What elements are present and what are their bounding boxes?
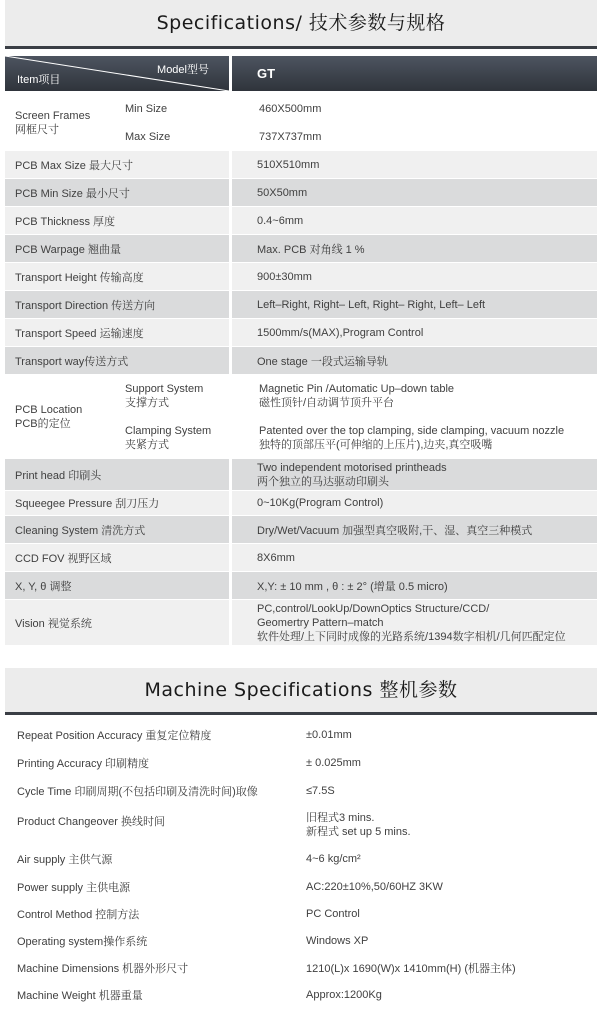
spec-value: 900±30mm bbox=[229, 263, 597, 290]
specifications-title: Specifications/ 技术参数与规格 bbox=[5, 0, 597, 49]
min-size-label: Min Size bbox=[125, 102, 168, 115]
spec-row bbox=[5, 516, 597, 544]
changeover-label: Product Changeover 换线时间 bbox=[17, 816, 165, 828]
spec-value: 510X510mm bbox=[229, 151, 597, 178]
machine-label: Operating system操作系统 bbox=[17, 936, 148, 948]
spec-value: 0~10Kg(Program Control) bbox=[229, 491, 597, 515]
machine-row bbox=[5, 982, 597, 1009]
pcb-location-label-en: PCB Location bbox=[15, 403, 83, 416]
pcb-location-values bbox=[231, 375, 597, 458]
pcb-location-label-cn: PCB的定位 bbox=[15, 417, 71, 430]
support-system-value bbox=[234, 375, 597, 416]
spec-label: X, Y, θ 调整 bbox=[15, 580, 72, 593]
spec-row bbox=[5, 291, 597, 319]
machine-value: ± 0.025mm bbox=[281, 749, 597, 776]
max-size-label: Max Size bbox=[117, 122, 231, 150]
screen-frames-label bbox=[5, 95, 115, 150]
spec-label: Transport Direction 传送方向 bbox=[15, 299, 156, 312]
spec-row bbox=[5, 544, 597, 572]
screen-frames-values bbox=[231, 95, 597, 150]
header-model-label: Model型号 bbox=[157, 64, 209, 76]
machine-value: ≤7.5S bbox=[281, 777, 597, 804]
print-head-label: Print head 印刷头 bbox=[15, 469, 102, 482]
machine-label: Cycle Time 印刷周期(不包括印刷及清洗时间)取像 bbox=[17, 785, 258, 798]
spec-value: 1500mm/s(MAX),Program Control bbox=[229, 319, 597, 346]
machine-label: Power supply 主供电源 bbox=[17, 881, 131, 894]
clamping-system-label bbox=[117, 416, 231, 458]
clamping-system-value bbox=[234, 416, 597, 458]
vision-value-line1: PC,control/LookUp/DownOptics Structure/CCD/ bbox=[257, 602, 490, 615]
machine-row bbox=[5, 901, 597, 928]
spec-label: PCB Thickness 厚度 bbox=[15, 215, 116, 228]
machine-row bbox=[5, 845, 597, 873]
machine-label: Machine Weight 机器重量 bbox=[17, 990, 143, 1002]
spec-value: Left–Right, Right– Left, Right– Right, Left– Left bbox=[229, 291, 597, 318]
table-header bbox=[5, 56, 597, 91]
machine-value: AC:220±10%,50/60HZ 3KW bbox=[281, 873, 597, 900]
support-system-value-en: Magnetic Pin /Automatic Up–down table bbox=[259, 382, 455, 395]
pcb-location-label bbox=[5, 375, 115, 458]
spec-value: Dry/Wet/Vacuum 加强型真空吸附,干、湿、真空三种模式 bbox=[229, 516, 597, 543]
clamping-system-label-en: Clamping System bbox=[125, 424, 212, 437]
pcb-location-subs bbox=[115, 375, 231, 458]
header-item-label: Item项目 bbox=[17, 74, 61, 86]
spec-label: Cleaning System 清洗方式 bbox=[15, 524, 146, 537]
support-system-label-en: Support System bbox=[125, 382, 204, 395]
spec-row bbox=[5, 347, 597, 375]
machine-row bbox=[5, 955, 597, 982]
screen-frames-subs bbox=[115, 95, 231, 150]
spec-label: PCB Min Size 最小尺寸 bbox=[15, 187, 130, 200]
machine-value: 4~6 kg/cm² bbox=[281, 845, 597, 872]
vision-value-line2: Geomertry Pattern–match bbox=[257, 616, 384, 629]
min-size-value: 460X500mm bbox=[259, 102, 322, 115]
changeover-value-new: 新程式 set up 5 mins. bbox=[306, 825, 411, 838]
spec-label: Squeegee Pressure 刮刀压力 bbox=[15, 498, 160, 510]
spec-row bbox=[5, 319, 597, 347]
header-model-value: GT bbox=[229, 56, 597, 91]
machine-row bbox=[5, 749, 597, 777]
print-head-row bbox=[5, 459, 597, 491]
vision-value bbox=[229, 600, 597, 645]
spec-row bbox=[5, 235, 597, 263]
changeover-row bbox=[5, 805, 597, 845]
spec-value: 0.4~6mm bbox=[229, 207, 597, 234]
machine-value: Approx:1200Kg bbox=[281, 982, 597, 1008]
spec-value: 50X50mm bbox=[229, 179, 597, 206]
spec-value: X,Y: ± 10 mm , θ : ± 2° (增量 0.5 micro) bbox=[229, 572, 597, 599]
spec-row bbox=[5, 263, 597, 291]
support-system-label bbox=[117, 375, 231, 416]
machine-row bbox=[5, 928, 597, 955]
spec-label: PCB Max Size 最大尺寸 bbox=[15, 159, 133, 172]
machine-row bbox=[5, 721, 597, 749]
spec-label: PCB Warpage 翘曲量 bbox=[15, 243, 121, 256]
spec-label: Transport Height 传输高度 bbox=[15, 271, 144, 284]
support-system-label-cn: 支撑方式 bbox=[125, 396, 169, 409]
machine-value: ±0.01mm bbox=[281, 721, 597, 748]
spec-value: One stage 一段式运输导轨 bbox=[229, 347, 597, 374]
vision-value-line3: 软件处理/上下同时成像的光路系统/1394数字相机/几何匹配定位 bbox=[257, 630, 566, 643]
pcb-location-row bbox=[5, 375, 597, 459]
spec-label: Transport Speed 运输速度 bbox=[15, 327, 144, 340]
print-head-value-cn: 两个独立的马达驱动印刷头 bbox=[257, 475, 389, 488]
vision-label: Vision 视觉系统 bbox=[15, 617, 92, 630]
screen-frames-label-cn: 网框尺寸 bbox=[15, 123, 59, 136]
screen-frames-row bbox=[5, 95, 597, 151]
machine-label: Printing Accuracy 印刷精度 bbox=[17, 757, 150, 770]
spec-row bbox=[5, 179, 597, 207]
spec-label: CCD FOV 视野区域 bbox=[15, 552, 112, 565]
machine-row bbox=[5, 873, 597, 901]
spec-value: 8X6mm bbox=[229, 544, 597, 571]
support-system-value-cn: 磁性顶针/自动调节顶升平台 bbox=[259, 396, 395, 409]
machine-value: Windows XP bbox=[281, 928, 597, 954]
spec-label: Transport way传送方式 bbox=[15, 355, 129, 368]
machine-label: Machine Dimensions 机器外形尺寸 bbox=[17, 963, 189, 975]
machine-label: Control Method 控制方法 bbox=[17, 909, 140, 921]
machine-value: PC Control bbox=[281, 901, 597, 927]
machine-label: Air supply 主供气源 bbox=[17, 853, 113, 866]
spec-row bbox=[5, 491, 597, 516]
header-item-model-cell bbox=[5, 56, 229, 91]
clamping-system-value-cn: 独特的顶部压平(可伸缩的上压片),边夹,真空吸嘴 bbox=[259, 438, 493, 451]
clamping-system-label-cn: 夹紧方式 bbox=[125, 438, 169, 451]
spec-row bbox=[5, 207, 597, 235]
machine-row bbox=[5, 777, 597, 805]
clamping-system-value-en: Patented over the top clamping, side clamping, vacuum nozzle bbox=[259, 424, 565, 437]
machine-label: Repeat Position Accuracy 重复定位精度 bbox=[17, 729, 212, 742]
vision-row bbox=[5, 600, 597, 646]
spec-value: Max. PCB 对角线 1 % bbox=[229, 235, 597, 262]
spec-row bbox=[5, 572, 597, 600]
spec-row bbox=[5, 151, 597, 179]
screen-frames-label-en: Screen Frames bbox=[15, 109, 91, 122]
changeover-value bbox=[281, 805, 597, 844]
max-size-value: 737X737mm bbox=[234, 122, 597, 150]
print-head-value-en: Two independent motorised printheads bbox=[257, 461, 447, 474]
machine-specifications-title: Machine Specifications 整机参数 bbox=[5, 668, 597, 715]
changeover-value-old: 旧程式3 mins. bbox=[306, 811, 375, 824]
print-head-value bbox=[229, 459, 597, 490]
machine-value: 1210(L)x 1690(W)x 1410mm(H) (机器主体) bbox=[281, 955, 597, 981]
